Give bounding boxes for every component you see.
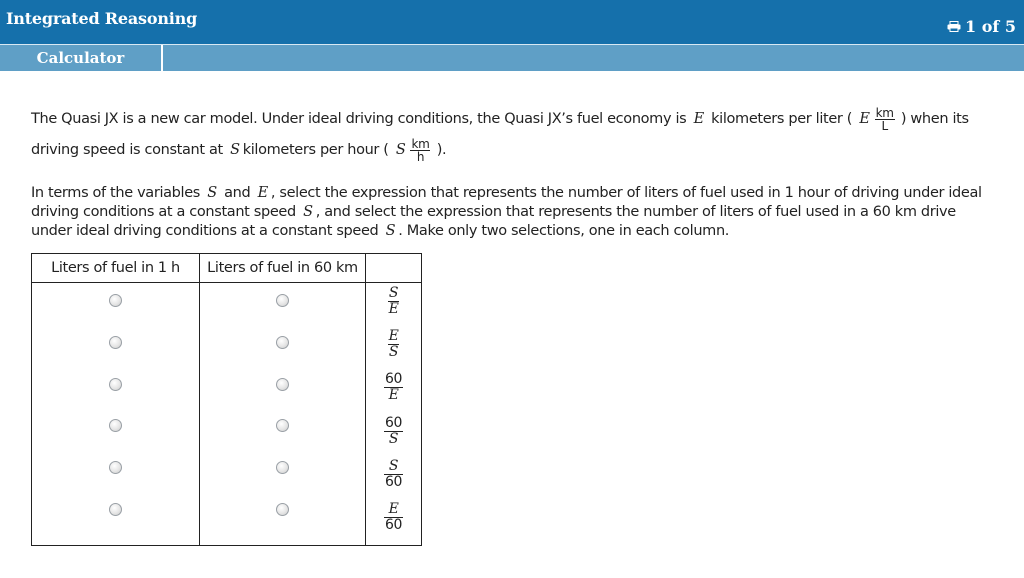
fraction-numerator: 60: [384, 371, 403, 388]
fraction: [388, 286, 400, 317]
stem-paragraph-1: [31, 104, 999, 166]
column-header-60km: Liters of fuel in 60 km: [200, 254, 366, 283]
radio-cell: [109, 378, 122, 420]
option-expression: [382, 372, 405, 415]
radio-60km-option-4[interactable]: [276, 419, 289, 432]
radio-cell: [109, 294, 122, 336]
unit-km-per-h: [410, 138, 430, 163]
radio-cell: [276, 378, 289, 420]
radio-1h-option-1[interactable]: [109, 294, 122, 307]
option-expression: [386, 286, 402, 329]
stem-text: , select the expression that represents the number of liters of fuel used in 1 hour of driving under ideal driving conditions at a constant speed: [31, 185, 982, 220]
column-1h-cell: [32, 283, 200, 546]
stem-text: kilometers per liter (: [711, 111, 853, 127]
column-header-options: [366, 254, 422, 283]
radio-cell: [276, 503, 289, 545]
radio-1h-option-6[interactable]: [109, 503, 122, 516]
unit-km-per-l: [875, 107, 895, 132]
variable-s: S: [230, 142, 240, 158]
stem-text: In terms of the variables: [31, 185, 200, 201]
radio-cell: [276, 336, 289, 378]
calculator-button[interactable]: Calculator: [0, 45, 163, 71]
radio-cell: [109, 336, 122, 378]
unit-denominator: h: [416, 149, 425, 164]
radio-1h-option-5[interactable]: [109, 461, 122, 474]
variable-e: E: [693, 111, 704, 127]
stem-text: kilometers per hour (: [242, 142, 389, 158]
fraction: [384, 459, 403, 490]
radio-cell: [276, 461, 289, 503]
print-icon[interactable]: [947, 21, 961, 32]
fraction-numerator: E: [384, 502, 403, 518]
fraction-numerator: E: [388, 328, 399, 345]
variable-s: S: [385, 223, 396, 239]
radio-60km-option-1[interactable]: [276, 294, 289, 307]
stem-text: . Make only two selections, one in each column.: [398, 223, 730, 239]
fraction-denominator: 60: [384, 473, 403, 490]
options-cell: [366, 283, 422, 546]
radio-60km-option-3[interactable]: [276, 378, 289, 391]
stem-text: and: [224, 185, 251, 201]
radio-60km-option-5[interactable]: [276, 461, 289, 474]
stem-text: ).: [436, 142, 447, 158]
fraction-denominator: E: [388, 301, 399, 317]
variable-s: S: [303, 204, 313, 220]
stem-paragraph-2: [31, 184, 999, 241]
radio-1h-option-4[interactable]: [109, 419, 122, 432]
column-header-1h: Liters of fuel in 1 h: [32, 254, 200, 283]
toolbar: [0, 44, 1024, 71]
section-title: Integrated Reasoning: [6, 9, 198, 28]
fraction: [388, 329, 400, 360]
radio-cell: [276, 294, 289, 336]
fraction: [384, 416, 403, 447]
unit-numerator: km: [875, 105, 894, 120]
option-expression: [386, 329, 402, 372]
radio-cell: [109, 503, 122, 545]
variable-e: E: [257, 185, 268, 201]
answer-table: [31, 253, 422, 546]
radio-60km-option-6[interactable]: [276, 503, 289, 516]
question-counter-text: 1 of 5: [965, 17, 1016, 36]
option-expression: [382, 416, 405, 459]
unit-denominator: L: [881, 118, 888, 133]
fraction-numerator: 60: [384, 414, 403, 431]
radio-cell: [109, 419, 122, 461]
fraction-numerator: S: [388, 285, 399, 301]
option-expression: [382, 502, 405, 545]
radio-1h-option-3[interactable]: [109, 378, 122, 391]
variable-e: E: [859, 111, 870, 127]
column-60km-cell: [200, 283, 366, 546]
question-counter: [947, 17, 1016, 36]
fraction: [384, 502, 403, 533]
stem-text: The Quasi JX is a new car model. Under ideal driving conditions, the Quasi JX’s fuel economy is: [31, 111, 687, 127]
stem-text: , and select the expression that represents the number of liters of fuel used in a 60 km drive under ideal driving conditions at a constant speed: [31, 204, 956, 239]
header-bar: [0, 0, 1024, 44]
fraction-denominator: S: [388, 344, 399, 361]
radio-cell: [109, 461, 122, 503]
fraction-denominator: E: [388, 387, 399, 404]
fraction-denominator: S: [388, 430, 399, 447]
option-expression: [382, 459, 405, 502]
radio-cell: [276, 419, 289, 461]
fraction-numerator: S: [384, 459, 403, 475]
stem-text: ) when its driving speed is constant at: [31, 111, 969, 158]
fraction: [384, 372, 403, 403]
fraction-denominator: 60: [384, 516, 403, 533]
variable-s: S: [207, 185, 217, 201]
radio-60km-option-2[interactable]: [276, 336, 289, 349]
variable-s: S: [395, 142, 406, 158]
radio-1h-option-2[interactable]: [109, 336, 122, 349]
unit-numerator: km: [411, 136, 430, 151]
